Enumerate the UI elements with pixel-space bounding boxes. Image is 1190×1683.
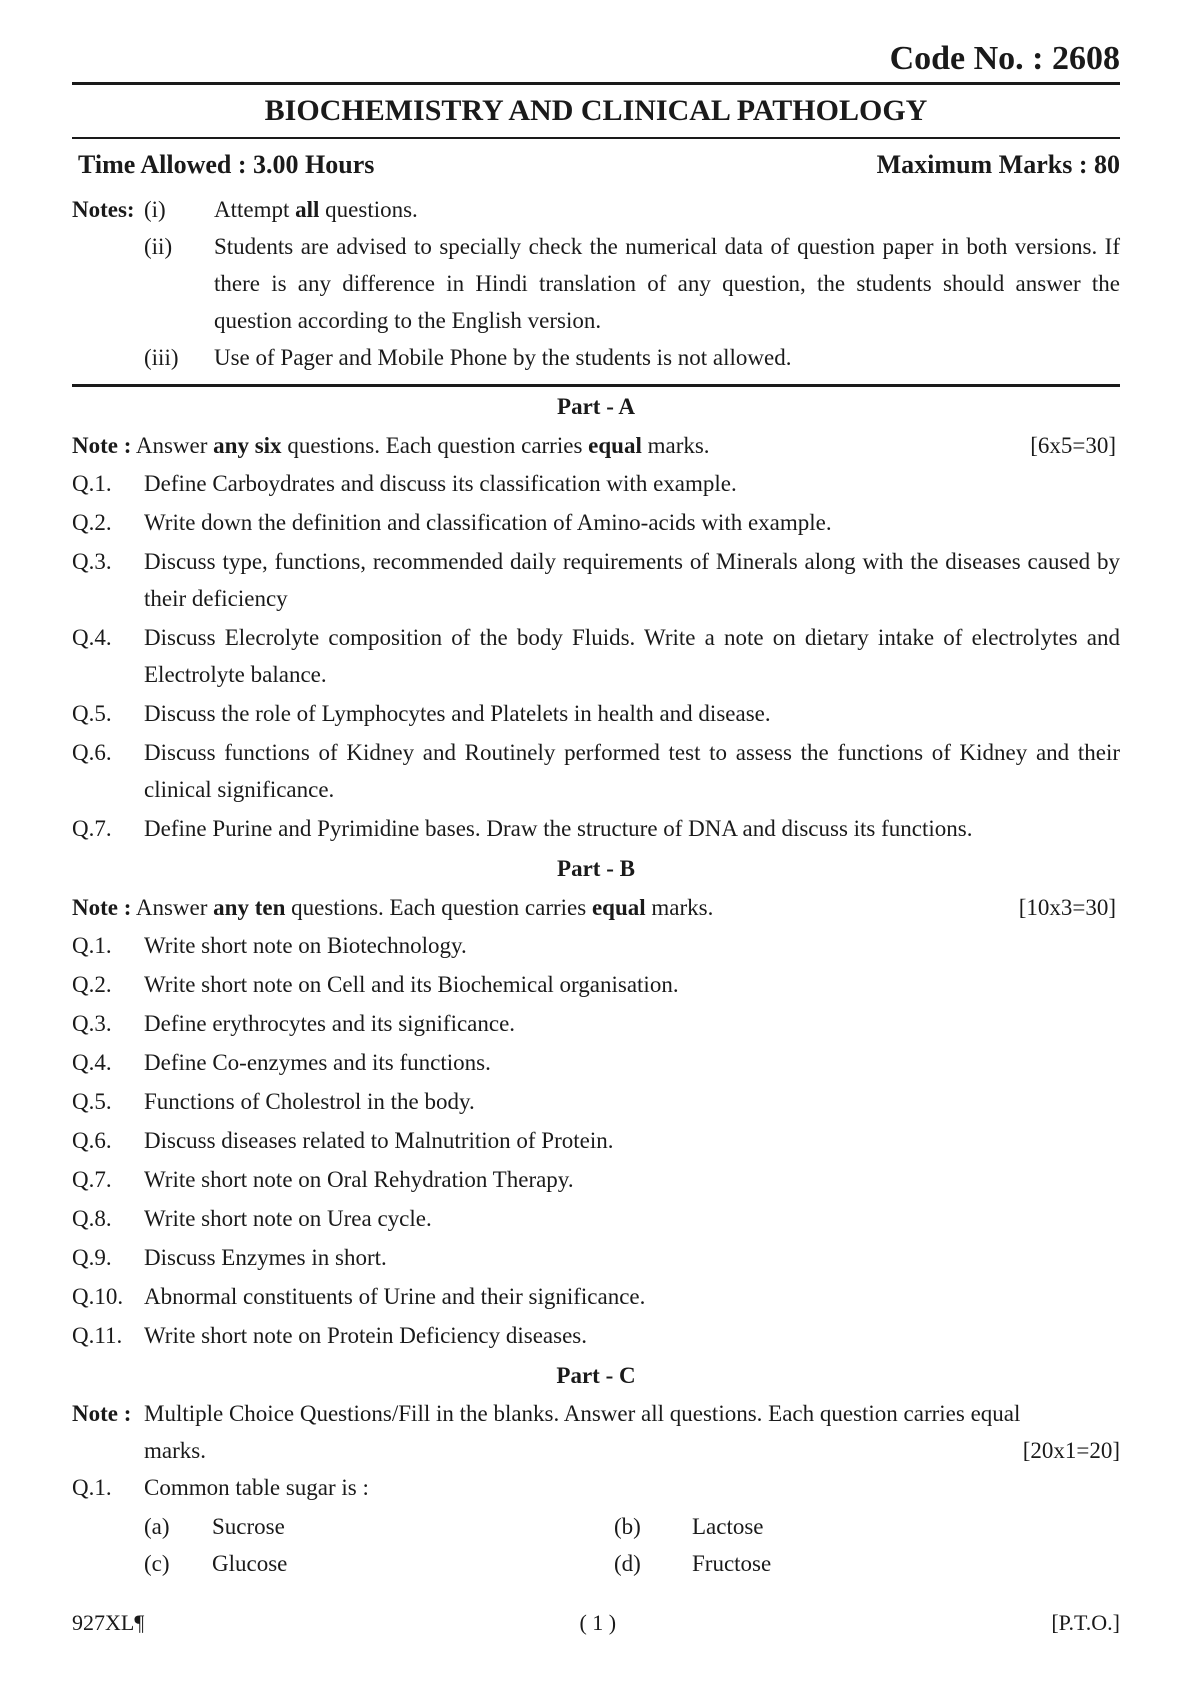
question-number: Q.6. [72, 740, 112, 765]
question-text: Discuss diseases related to Malnutrition of Protein. [144, 1128, 614, 1153]
question-item [72, 543, 1120, 617]
option-label: (a) [144, 1514, 170, 1539]
question-item [72, 966, 1120, 1003]
question-text: Common table sugar is : [144, 1475, 369, 1500]
question-text: Write down the definition and classification of Amino-acids with example. [144, 510, 832, 535]
note-item [72, 339, 1120, 376]
mcq-options [72, 1508, 1120, 1582]
question-item [72, 1239, 1120, 1276]
footer-code: 927XL¶ [72, 1610, 145, 1635]
option-text: Fructose [692, 1551, 772, 1576]
question-text: Write short note on Biotechnology. [144, 933, 467, 958]
question-number: Q.5. [72, 1089, 112, 1114]
question-text: Define Co-enzymes and its functions. [144, 1050, 491, 1075]
note-text: Attempt all questions. [214, 197, 418, 222]
part-b-title: Part - B [557, 856, 635, 881]
question-text: Write short note on Cell and its Biochemical organisation. [144, 972, 679, 997]
option-label: (d) [614, 1551, 641, 1576]
code-number: Code No. : 2608 [889, 40, 1120, 77]
question-number: Q.4. [72, 625, 112, 650]
question-item [72, 465, 1120, 502]
part-a-instruction: Note : Answer any six questions. Each question carries equal marks. [6x5=30] [72, 426, 1120, 465]
note-item [72, 228, 1120, 339]
part-c-instruction: Note : Multiple Choice Questions/Fill in the blanks. Answer all questions. Each question carries equal marks. [20x1=20] [72, 1395, 1120, 1469]
time-allowed: Time Allowed : 3.00 Hours [78, 150, 375, 179]
question-item [72, 1469, 1120, 1506]
question-item [72, 1200, 1120, 1237]
question-number: Q.10. [72, 1284, 124, 1309]
note-item [72, 191, 1120, 228]
question-number: Q.1. [72, 1475, 112, 1500]
notes-block [72, 191, 1120, 376]
part-c-title: Part - C [556, 1363, 636, 1388]
question-number: Q.9. [72, 1245, 112, 1270]
question-number: Q.7. [72, 816, 112, 841]
question-text: Define Carboydrates and discuss its classification with example. [144, 471, 737, 496]
part-a-questions [72, 465, 1120, 847]
question-text: Functions of Cholestrol in the body. [144, 1089, 475, 1114]
option-text: Sucrose [212, 1514, 285, 1539]
question-text: Write short note on Protein Deficiency diseases. [144, 1323, 587, 1348]
question-number: Q.1. [72, 933, 112, 958]
option-label: (c) [144, 1551, 170, 1576]
part-b-questions [72, 927, 1120, 1354]
question-text: Discuss type, functions, recommended daily requirements of Minerals along with the diseases caused by their deficiency [144, 549, 1120, 611]
question-item [72, 810, 1120, 847]
question-item [72, 734, 1120, 808]
option-text: Glucose [212, 1551, 288, 1576]
page-footer [72, 1608, 1120, 1638]
note-number: (iii) [144, 345, 179, 370]
question-number: Q.11. [72, 1323, 123, 1348]
question-text: Define Purine and Pyrimidine bases. Draw the structure of DNA and discuss its functions. [144, 816, 973, 841]
question-number: Q.7. [72, 1167, 112, 1192]
part-c-note-text: Multiple Choice Questions/Fill in the blanks. Answer all questions. Each question carries equal [144, 1401, 1021, 1426]
question-number: Q.4. [72, 1050, 112, 1075]
question-text: Discuss functions of Kidney and Routinely performed test to assess the functions of Kidney and their clinical significance. [144, 740, 1120, 802]
question-number: Q.1. [72, 471, 112, 496]
question-item [72, 1317, 1120, 1354]
question-number: Q.2. [72, 510, 112, 535]
exam-page [72, 36, 1120, 1582]
question-number: Q.5. [72, 701, 112, 726]
time-marks-row [72, 139, 1120, 191]
question-item [72, 927, 1120, 964]
question-number: Q.3. [72, 1011, 112, 1036]
part-c-marks: [20x1=20] [1022, 1438, 1120, 1463]
notes-label: Notes: [72, 197, 135, 222]
question-number: Q.2. [72, 972, 112, 997]
question-item [72, 619, 1120, 693]
question-text: Define erythrocytes and its significance. [144, 1011, 516, 1036]
question-text: Abnormal constituents of Urine and their significance. [144, 1284, 646, 1309]
question-item [72, 1005, 1120, 1042]
note-number: (ii) [144, 234, 173, 259]
question-number: Q.3. [72, 549, 112, 574]
note-number: (i) [144, 197, 166, 222]
question-text: Discuss the role of Lymphocytes and Platelets in health and disease. [144, 701, 771, 726]
question-item [72, 1122, 1120, 1159]
question-item [72, 1161, 1120, 1198]
page-number: ( 1 ) [579, 1610, 617, 1635]
option-text: Lactose [692, 1514, 764, 1539]
question-item [72, 1278, 1120, 1315]
part-b-marks: [10x3=30] [1018, 895, 1116, 920]
question-text: Discuss Elecrolyte composition of the body Fluids. Write a note on dietary intake of electrolytes and Electrolyte balance. [144, 625, 1120, 687]
question-item [72, 504, 1120, 541]
question-text: Write short note on Oral Rehydration Therapy. [144, 1167, 574, 1192]
part-b-instruction: Note : Answer any ten questions. Each question carries equal marks. [10x3=30] [72, 888, 1120, 927]
option-label: (b) [614, 1514, 641, 1539]
question-number: Q.6. [72, 1128, 112, 1153]
question-item [72, 695, 1120, 732]
maximum-marks: Maximum Marks : 80 [876, 150, 1120, 179]
note-text: Use of Pager and Mobile Phone by the students is not allowed. [214, 345, 792, 370]
pto-mark: [P.T.O.] [1051, 1610, 1120, 1635]
question-item [72, 1044, 1120, 1081]
question-text: Write short note on Urea cycle. [144, 1206, 432, 1231]
note-text: Students are advised to specially check the numerical data of question paper in both versions. If there is any difference in Hindi translation of any question, the students should answer the question according to the English version. [214, 234, 1120, 333]
part-a-title: Part - A [557, 394, 635, 419]
question-number: Q.8. [72, 1206, 112, 1231]
part-a-marks: [6x5=30] [1030, 433, 1116, 458]
paper-title: BIOCHEMISTRY AND CLINICAL PATHOLOGY [264, 94, 928, 127]
question-item [72, 1083, 1120, 1120]
question-text: Discuss Enzymes in short. [144, 1245, 387, 1270]
